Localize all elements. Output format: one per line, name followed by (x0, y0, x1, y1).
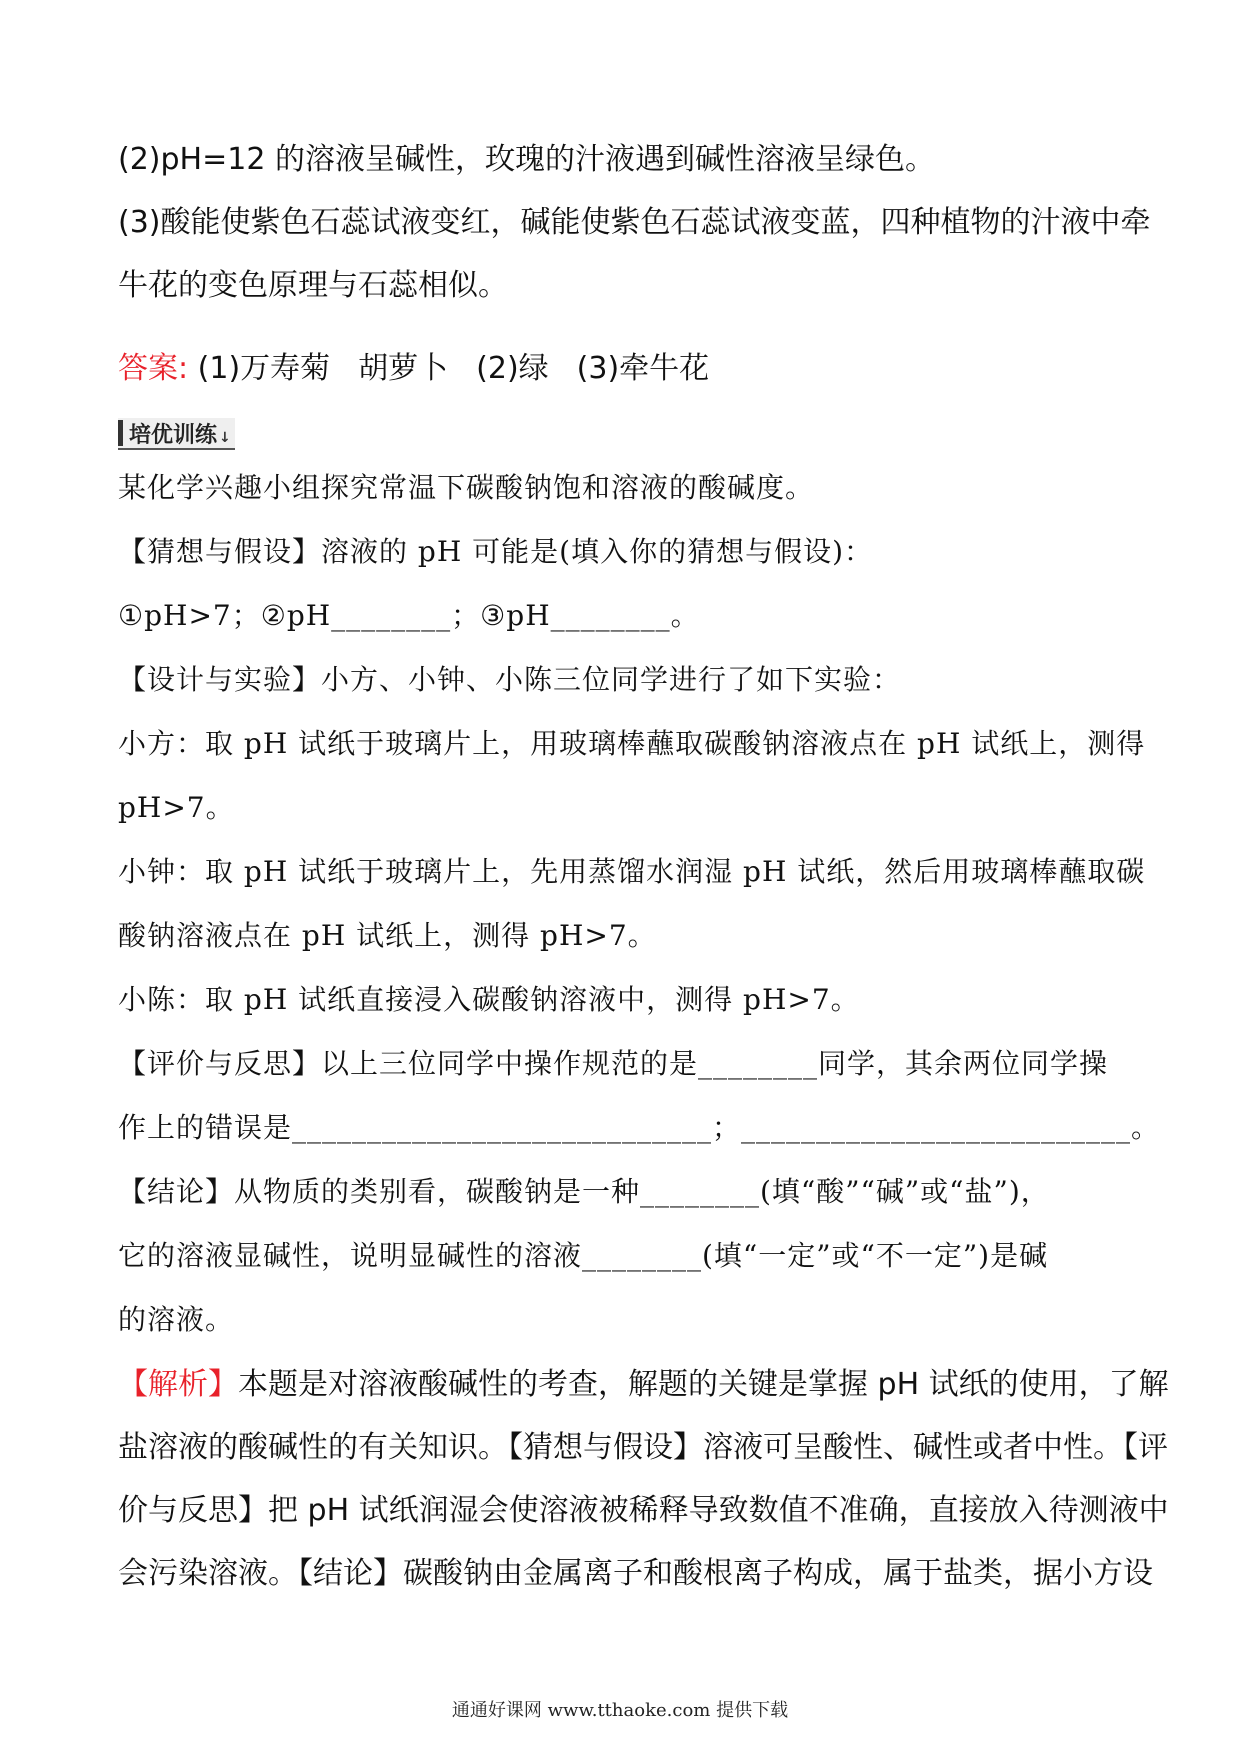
problem-zhong-b: 酸钠溶液点在 pH 试纸上，测得 pH>7。 (118, 919, 657, 952)
section-bar-decoration (118, 420, 123, 446)
answer-part-1: (1)万寿菊 (197, 351, 331, 386)
problem-hypothesis-options: ①pH>7；②pH________；③pH________。 (118, 599, 700, 632)
solution-line-3: 价与反思】把 pH 试纸润湿会使溶液被稀释导致数值不准确，直接放入待测液中 (118, 1493, 1169, 1528)
problem-evaluation-a: 【评价与反思】以上三位同学中操作规范的是________同学，其余两位同学操 (118, 1047, 1109, 1080)
solution-line-1 (118, 1367, 1169, 1403)
solution-label: 【解析】 (118, 1367, 238, 1402)
down-arrow-icon: ↓ (219, 430, 231, 446)
answer-line (118, 351, 1128, 387)
problem-design: 【设计与实验】小方、小钟、小陈三位同学进行了如下实验： (118, 663, 902, 696)
solution-line-2: 盐溶液的酸碱性的有关知识。【猜想与假设】溶液可呈酸性、碱性或者中性。【评 (118, 1430, 1168, 1465)
page-footer: 通通好课网 www.tthaoke.com 提供下载 (451, 1700, 789, 1721)
problem-chen: 小陈：取 pH 试纸直接浸入碳酸钠溶液中，测得 pH>7。 (118, 983, 860, 1016)
solution-line-4: 会污染溶液。【结论】碳酸钠由金属离子和酸根离子构成，属于盐类，据小方设 (118, 1556, 1153, 1591)
problem-intro: 某化学兴趣小组探究常温下碳酸钠饱和溶液的酸碱度。 (118, 471, 815, 504)
problem-fang-a: 小方：取 pH 试纸于玻璃片上，用玻璃棒蘸取碳酸钠溶液点在 pH 试纸上，测得 (118, 727, 1146, 760)
problem-zhong-a: 小钟：取 pH 试纸于玻璃片上，先用蒸馏水润湿 pH 试纸，然后用玻璃棒蘸取碳 (118, 855, 1146, 888)
problem-conclusion-b: 它的溶液显碱性，说明显碱性的溶液________(填“一定”或“不一定”)是碱 (118, 1239, 1049, 1272)
analysis-line-3b: 牛花的变色原理与石蕊相似。 (118, 268, 508, 303)
problem-fang-b: pH>7。 (118, 791, 235, 824)
analysis-line-3a: (3)酸能使紫色石蕊试液变红，碱能使紫色石蕊试液变蓝，四种植物的汁液中牵 (118, 205, 1151, 240)
problem-conclusion-c: 的溶液。 (118, 1303, 235, 1336)
answer-part-4: (3)牵牛花 (576, 351, 710, 386)
answer-part-3: (2)绿 (476, 351, 549, 386)
problem-hypothesis: 【猜想与假设】溶液的 pH 可能是(填入你的猜想与假设)： (118, 535, 873, 568)
section-title: 培优训练 (129, 422, 218, 448)
problem-conclusion-a: 【结论】从物质的类别看，碳酸钠是一种________(填“酸”“碱”或“盐”)， (118, 1175, 1050, 1208)
answer-part-2: 胡萝卜 (358, 351, 449, 386)
problem-evaluation-b: 作上的错误是____________________________；__________________________。 (118, 1111, 1161, 1144)
analysis-line-2: (2)pH=12 的溶液呈碱性，玫瑰的汁液遇到碱性溶液呈绿色。 (118, 142, 935, 177)
section-tag (118, 418, 235, 450)
answer-label: 答案: (118, 351, 189, 386)
solution-line-1-text: 本题是对溶液酸碱性的考查，解题的关键是掌握 pH 试纸的使用，了解 (238, 1367, 1169, 1402)
